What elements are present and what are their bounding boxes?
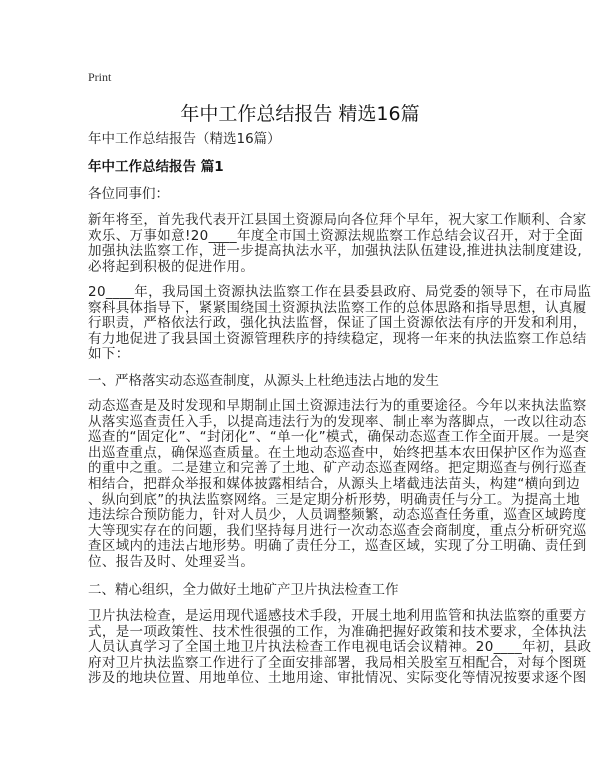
print-label[interactable]: Print [88,70,112,84]
text-line: 式，是一项政策性、技术性很强的工作，为准确把握好政策和技术要求，全体执法 [88,623,587,640]
heading-2: 二、精心组织，全力做好土地矿产卫片执法检查工作 [88,582,399,598]
text-line: 20____年，我局国土资源执法监察工作在县委县政府、局党委的领导下，在市局监 [88,284,592,300]
paragraph-1 [88,212,587,275]
paragraph-4 [88,608,592,687]
text-line: 必将起到积极的促进作用。 [88,258,255,275]
text-line: 位、报告及时、处理妥当。 [88,553,255,570]
text-line: 大等现实存在的问题，我们坚持每月进行一次动态巡查会商制度，重点分析研究巡 [88,522,587,539]
heading-1: 一、严格落实动态巡查制度，从源头上杜绝违法占地的发生 [88,373,439,389]
text-line: 察科具体指导下，紧紧围绕国土资源执法监察工作的总体思路和指导思想，认真履 [88,299,587,316]
text-line: 人员认真学习了全国土地卫片执法检查工作电视电话会议精神。20____年初，县政 [88,639,592,656]
text-line: 的重中之重。二是建立和完善了土地、矿产动态巡查网络。把定期巡查与例行巡查 [88,460,587,477]
document-subtitle: 年中工作总结报告（精选16篇） [88,131,281,147]
section-title: 年中工作总结报告 篇1 [88,159,224,175]
text-line: 新年将至，首先我代表开江县国土资源局向各位拜个早年，祝大家工作顺利、合家 [88,212,587,228]
text-line: 行职责，严格依法行政，强化执法监督，保证了国土资源依法有序的开发和利用， [88,315,587,332]
paragraph-3 [88,398,590,571]
text-line: 涉及的地块位置、用地单位、土地用途、审批情况、实际变化等情况按要求逐个图 [88,670,587,687]
text-line: 、纵向到底”的执法监察网络。三是定期分析形势，明确责任与分工。为提高土地 [88,491,581,508]
text-line: 相结合，把群众举报和媒体披露相结合，从源头上堵截违法苗头，构建“横向到边 [88,475,581,492]
paragraph-2 [88,284,592,363]
text-line: 动态巡查是及时发现和早期制止国土资源违法行为的重要途径。今年以来执法监察 [88,398,587,414]
text-line: 府对卫片执法监察工作进行了全面安排部署，我局相关股室互相配合，对每个图斑 [88,654,587,671]
text-line: 查区域内的违法占地形势。明确了责任分工，巡查区域，实现了分工明确、责任到 [88,538,587,555]
text-line: 违法综合预防能力，针对人员少，人员调整频繁，动态巡查任务重，巡查区域跨度 [88,507,587,524]
text-line: 有力地促进了我县国土资源管理秩序的持续稳定，现将一年来的执法监察工作总结 [88,330,587,347]
text-line: 加强执法监察工作，进一步提高执法水平，加强执法队伍建设,推进执法制度建设, [88,243,583,260]
greeting: 各位同事们： [88,186,169,202]
text-line: 巡查的“固定化”、“封闭化”、“单一化”模式，确保动态巡查工作全面开展。一是突 [88,429,590,446]
text-line: 出巡查重点，确保巡查质量。在土地动态巡查中，始终把基本农田保护区作为巡查 [88,444,587,461]
text-line: 如下： [88,346,130,363]
text-line: 卫片执法检查，是运用现代遥感技术手段，开展土地利用监管和执法监察的重要方 [88,608,587,624]
text-line: 欢乐、万事如意!20____年度全市国土资源法规监察工作总结会议召开，对于全面 [88,227,584,244]
text-line: 从落实巡查责任入手，以提高违法行为的发现率、制止率为落脚点，一改以往动态 [88,413,587,430]
document-title: 年中工作总结报告 精选16篇 [180,103,420,125]
